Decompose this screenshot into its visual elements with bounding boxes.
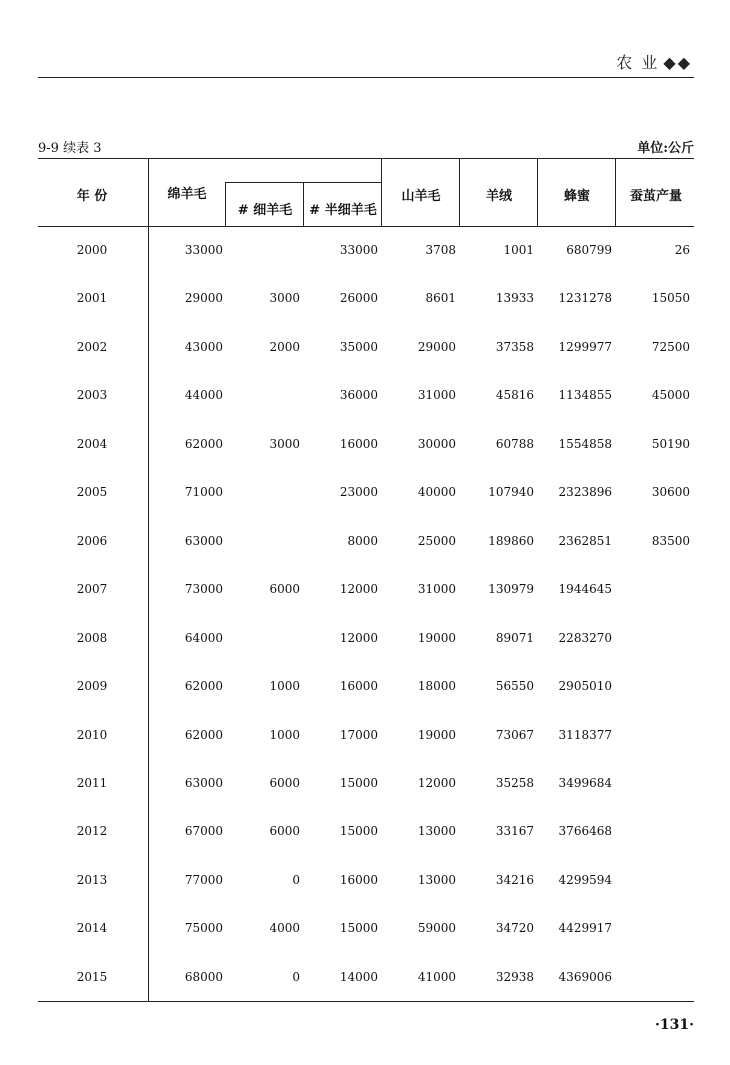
cell-honey: 2905010	[558, 679, 612, 694]
cell-cashmere: 89071	[495, 630, 534, 645]
header-bottom-rule	[38, 226, 694, 227]
cell-cashmere: 60788	[495, 436, 534, 451]
cell-semi-fine-wool: 36000	[339, 388, 378, 403]
cell-cotton-wool: 62000	[184, 727, 223, 742]
cell-cashmere: 35258	[495, 775, 534, 790]
cell-cotton-wool: 68000	[184, 969, 223, 984]
header-divider	[381, 158, 382, 226]
cell-honey: 2323896	[558, 485, 612, 500]
cell-cocoon: 26	[674, 243, 690, 257]
cell-cashmere: 34720	[495, 921, 534, 936]
table-row	[0, 824, 730, 844]
table-row	[0, 437, 730, 457]
cell-fine-wool: 6000	[269, 582, 300, 597]
cell-cotton-wool: 62000	[184, 436, 223, 451]
cell-goat-hair: 18000	[417, 679, 456, 694]
cell-year: 2013	[76, 872, 108, 887]
cell-cashmere: 107940	[488, 485, 534, 500]
table-row	[0, 728, 730, 748]
cell-semi-fine-wool: 35000	[339, 339, 378, 354]
cell-year: 2008	[76, 630, 108, 645]
column-header-honey: 蜂蜜	[563, 189, 590, 204]
cell-honey: 3118377	[558, 727, 612, 742]
cell-semi-fine-wool: 15000	[339, 775, 378, 790]
cell-semi-fine-wool: 16000	[339, 872, 378, 887]
cell-fine-wool: 1000	[269, 727, 300, 742]
cell-year: 2000	[76, 243, 108, 257]
header-divider	[303, 182, 304, 226]
cell-year: 2007	[76, 582, 108, 597]
table-row	[0, 485, 730, 505]
cell-semi-fine-wool: 23000	[339, 485, 378, 500]
cell-semi-fine-wool: 15000	[339, 921, 378, 936]
cell-semi-fine-wool: 17000	[339, 727, 378, 742]
header-divider	[537, 158, 538, 226]
cell-honey: 1134855	[558, 388, 612, 403]
cell-goat-hair: 41000	[417, 969, 456, 984]
cell-fine-wool: 2000	[269, 339, 300, 354]
cell-year: 2005	[76, 485, 108, 500]
cell-semi-fine-wool: 15000	[339, 824, 378, 839]
table-top-rule	[38, 158, 694, 159]
cell-cocoon: 15050	[651, 291, 690, 306]
cell-honey: 1299977	[558, 339, 612, 354]
cell-fine-wool: 4000	[269, 921, 300, 936]
cell-fine-wool: 0	[292, 872, 300, 887]
table-row	[0, 534, 730, 554]
cell-year: 2001	[76, 291, 108, 306]
cell-cotton-wool: 44000	[184, 388, 223, 403]
cell-year: 2012	[76, 824, 108, 839]
table-row	[0, 679, 730, 699]
cell-semi-fine-wool: 12000	[339, 630, 378, 645]
running-header	[616, 50, 692, 73]
cell-fine-wool: 6000	[269, 824, 300, 839]
cell-goat-hair: 31000	[417, 388, 456, 403]
cell-goat-hair: 25000	[417, 533, 456, 548]
table-row	[0, 243, 730, 263]
cell-cotton-wool: 64000	[184, 630, 223, 645]
column-header-fine-wool: # 细羊毛	[237, 203, 293, 218]
cell-cashmere: 34216	[495, 872, 534, 887]
table-row	[0, 921, 730, 941]
cell-semi-fine-wool: 33000	[339, 243, 378, 257]
cell-cashmere: 32938	[495, 969, 534, 984]
table-row	[0, 970, 730, 990]
cell-cotton-wool: 71000	[184, 485, 223, 500]
cell-cotton-wool: 33000	[184, 243, 223, 257]
cell-cashmere: 33167	[495, 824, 534, 839]
cell-semi-fine-wool: 12000	[339, 582, 378, 597]
cell-cashmere: 130979	[488, 582, 534, 597]
cell-honey: 4299594	[558, 872, 612, 887]
diamond-ornament-icon: ◆◆	[663, 53, 692, 72]
cell-cashmere: 189860	[488, 533, 534, 548]
table-row	[0, 291, 730, 311]
cell-honey: 680799	[566, 243, 612, 257]
cell-honey: 3766468	[558, 824, 612, 839]
cell-year: 2010	[76, 727, 108, 742]
table-row	[0, 873, 730, 893]
cell-cocoon: 83500	[651, 533, 690, 548]
section-title: 农 业	[616, 53, 660, 72]
cell-honey: 4369006	[558, 969, 612, 984]
cell-semi-fine-wool: 26000	[339, 291, 378, 306]
cell-goat-hair: 19000	[417, 630, 456, 645]
cell-honey: 2362851	[558, 533, 612, 548]
cell-cotton-wool: 67000	[184, 824, 223, 839]
column-header-cotton-wool: 绵羊毛	[167, 187, 207, 202]
cell-year: 2006	[76, 533, 108, 548]
cell-year: 2011	[76, 775, 108, 790]
cell-cashmere: 56550	[495, 679, 534, 694]
cell-honey: 3499684	[558, 775, 612, 790]
table-row	[0, 582, 730, 602]
table-id: 9-9 续表 3	[38, 141, 102, 156]
cell-cotton-wool: 29000	[184, 291, 223, 306]
cell-cotton-wool: 73000	[184, 582, 223, 597]
cell-cocoon: 72500	[651, 339, 690, 354]
cell-year: 2009	[76, 679, 108, 694]
cell-goat-hair: 8601	[425, 291, 456, 306]
table-bottom-rule	[38, 1001, 694, 1002]
cell-goat-hair: 30000	[417, 436, 456, 451]
cell-year: 2003	[76, 388, 108, 403]
column-header-cocoon: 蚕茧产量	[629, 189, 682, 204]
table-row	[0, 388, 730, 408]
header-divider	[615, 158, 616, 226]
column-header-semi-fine-wool: # 半细羊毛	[309, 203, 377, 218]
cell-fine-wool: 3000	[269, 291, 300, 306]
column-header-cashmere: 羊绒	[485, 189, 512, 204]
table-row	[0, 631, 730, 651]
table-row	[0, 776, 730, 796]
cell-honey: 1554858	[558, 436, 612, 451]
page-number: ·131·	[655, 1017, 694, 1033]
cell-cashmere: 37358	[495, 339, 534, 354]
cell-goat-hair: 29000	[417, 339, 456, 354]
table-unit: 单位:公斤	[637, 141, 694, 156]
cell-fine-wool: 3000	[269, 436, 300, 451]
cell-goat-hair: 3708	[425, 243, 456, 257]
cell-cashmere: 73067	[495, 727, 534, 742]
cell-cotton-wool: 75000	[184, 921, 223, 936]
cell-cocoon: 50190	[651, 436, 690, 451]
cell-semi-fine-wool: 16000	[339, 679, 378, 694]
cell-goat-hair: 12000	[417, 775, 456, 790]
table-row	[0, 340, 730, 360]
cell-cotton-wool: 63000	[184, 533, 223, 548]
cell-year: 2004	[76, 436, 108, 451]
cell-cotton-wool: 43000	[184, 339, 223, 354]
cell-cotton-wool: 77000	[184, 872, 223, 887]
cell-honey: 1944645	[558, 582, 612, 597]
header-rule	[38, 77, 694, 78]
cell-cocoon: 45000	[651, 388, 690, 403]
cell-fine-wool: 0	[292, 969, 300, 984]
cell-year: 2014	[76, 921, 108, 936]
column-header-goat-hair: 山羊毛	[401, 189, 441, 204]
cell-year: 2015	[76, 969, 108, 984]
cell-honey: 1231278	[558, 291, 612, 306]
cell-semi-fine-wool: 14000	[339, 969, 378, 984]
cell-cocoon: 30600	[651, 485, 690, 500]
cell-goat-hair: 19000	[417, 727, 456, 742]
cell-goat-hair: 59000	[417, 921, 456, 936]
cell-goat-hair: 13000	[417, 824, 456, 839]
cell-honey: 2283270	[558, 630, 612, 645]
cell-fine-wool: 1000	[269, 679, 300, 694]
cell-year: 2002	[76, 339, 108, 354]
cell-fine-wool: 6000	[269, 775, 300, 790]
cell-semi-fine-wool: 16000	[339, 436, 378, 451]
cell-goat-hair: 13000	[417, 872, 456, 887]
cell-honey: 4429917	[558, 921, 612, 936]
header-divider	[459, 158, 460, 226]
cell-cashmere: 13933	[495, 291, 534, 306]
header-divider	[225, 182, 226, 226]
cell-goat-hair: 40000	[417, 485, 456, 500]
cell-cotton-wool: 63000	[184, 775, 223, 790]
cell-cashmere: 1001	[503, 243, 534, 257]
column-header-year: 年 份	[76, 189, 108, 204]
cell-goat-hair: 31000	[417, 582, 456, 597]
cell-cashmere: 45816	[495, 388, 534, 403]
cell-semi-fine-wool: 8000	[347, 533, 378, 548]
cell-cotton-wool: 62000	[184, 679, 223, 694]
